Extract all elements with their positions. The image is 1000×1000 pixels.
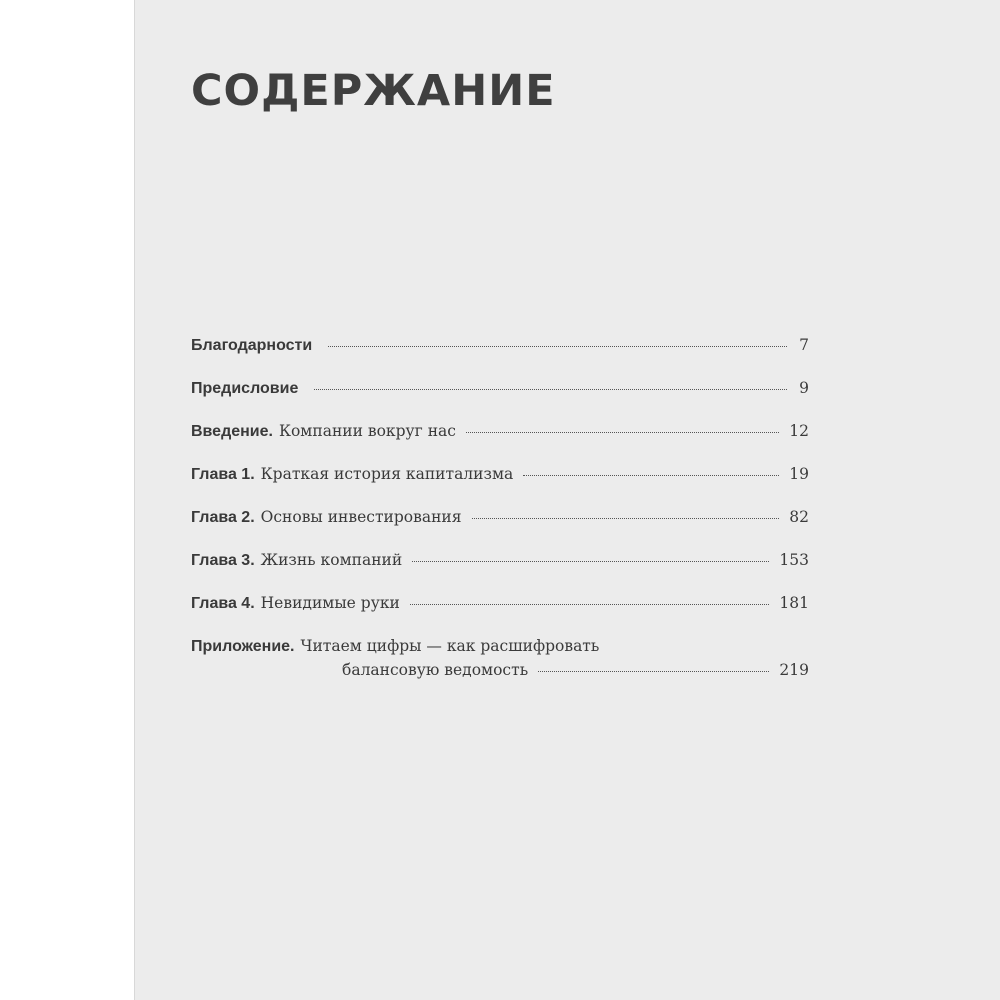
toc-entry-label: Предисловие <box>191 380 299 397</box>
toc-page-number: 181 <box>779 594 809 612</box>
toc-page-number: 219 <box>779 661 809 679</box>
toc-entry-text: Краткая история капитализма <box>260 465 514 483</box>
toc-entry-chapter-3 <box>191 551 809 594</box>
toc-entry-text: Читаем цифры — как расшифровать <box>300 637 600 655</box>
toc-appendix-line-1 <box>191 637 809 661</box>
toc-entry-label: Приложение. <box>191 638 295 655</box>
toc-entry-text: Основы инвестирования <box>260 508 462 526</box>
toc-leader-dots <box>523 475 779 476</box>
toc-leader-dots <box>314 389 787 390</box>
toc-leader-dots <box>472 518 780 519</box>
toc-entry-text-continued: балансовую ведомость <box>342 661 529 679</box>
table-of-contents <box>191 336 809 685</box>
toc-entry-appendix <box>191 637 809 685</box>
toc-page-number: 19 <box>789 465 809 483</box>
toc-leader-dots <box>538 671 769 672</box>
toc-page-number: 82 <box>789 508 809 526</box>
toc-entry-preface <box>191 379 809 422</box>
toc-entry-chapter-1 <box>191 465 809 508</box>
toc-entry-label: Глава 3. <box>191 552 255 569</box>
toc-entry-label: Глава 4. <box>191 595 255 612</box>
toc-entry-text: Невидимые руки <box>260 594 400 612</box>
toc-page-number: 7 <box>799 336 809 354</box>
toc-entry-label: Введение. <box>191 423 273 440</box>
toc-page-number: 12 <box>789 422 809 440</box>
toc-page-number: 153 <box>779 551 809 569</box>
toc-leader-dots <box>412 561 769 562</box>
toc-appendix-line-2 <box>191 661 809 685</box>
toc-entry-introduction <box>191 422 809 465</box>
toc-entry-acknowledgements <box>191 336 809 379</box>
toc-entry-label: Благодарности <box>191 337 313 354</box>
toc-page-number: 9 <box>799 379 809 397</box>
toc-entry-chapter-4 <box>191 594 809 637</box>
toc-entry-chapter-2 <box>191 508 809 551</box>
toc-entry-label: Глава 1. <box>191 466 255 483</box>
page-title: СОДЕРЖАНИЕ <box>191 66 556 116</box>
toc-leader-dots <box>410 604 770 605</box>
toc-leader-dots <box>466 432 779 433</box>
toc-entry-label: Глава 2. <box>191 509 255 526</box>
toc-entry-text: Компании вокруг нас <box>278 422 456 440</box>
toc-entry-text: Жизнь компаний <box>260 551 403 569</box>
toc-leader-dots <box>328 346 787 347</box>
